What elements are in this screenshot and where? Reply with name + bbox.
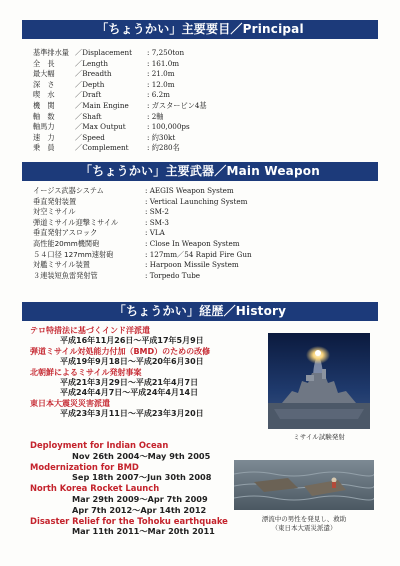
history-event-date: 平成23年3月11日～平成23年3月20日 [60, 409, 204, 419]
spec-value: : 21.0m [147, 69, 175, 79]
spec-value: : 100,000ps [147, 122, 190, 132]
spec-row [33, 59, 373, 70]
history-japanese [30, 326, 255, 420]
spec-label-ja: 喫 水 [33, 90, 55, 100]
weapon-row [33, 260, 373, 271]
weapon-value: : AEGIS Weapon System [145, 186, 234, 195]
rescue-caption-line-2: （東日本大震災派遣） [271, 524, 337, 532]
spec-row [33, 48, 373, 59]
history-event-date: Sep 18th 2007～Jun 30th 2008 [72, 472, 212, 483]
spec-label-en: ／Max Output [75, 122, 126, 132]
weapon-value: : SM-2 [145, 207, 169, 217]
history-event-date: Mar 29th 2009～Apr 7th 2009 [72, 493, 208, 504]
weapon-row [33, 271, 373, 282]
weapon-row [33, 186, 373, 197]
weapon-value: : 127mm／54 Rapid Fire Gun [145, 249, 252, 259]
rescue-caption-line-1: 漂流中の男性を発見し、救助 [261, 515, 347, 523]
principal-section-title: 「ちょうかい」主要要目／Principal [22, 20, 378, 39]
spec-label-ja: 深 さ [33, 79, 55, 89]
history-event-date: Apr 7th 2012～Apr 14th 2012 [72, 504, 207, 515]
weapon-value: : Close In Weapon System [145, 238, 240, 248]
spec-label-en: ／Shaft [75, 111, 102, 121]
spec-row [33, 112, 373, 123]
weapon-label-ja: 対空ミサイル [33, 207, 76, 217]
spec-label-ja: 基準排水量 [33, 48, 69, 57]
weapon-section-title: 「ちょうかい」主要武器／Main Weapon [22, 162, 378, 181]
weapon-label-ja: 垂直発射アスロック [33, 228, 98, 238]
weapon-row [33, 228, 373, 239]
spec-row [33, 80, 373, 91]
weapon-value: : VLA [145, 228, 165, 238]
spec-value: : 161.0m [147, 58, 180, 68]
spec-value: : 7,250ton [147, 48, 185, 57]
spec-value: : 約30kt [147, 132, 176, 142]
spec-row [33, 101, 373, 112]
spec-value: : 12.0m [147, 79, 175, 89]
weapon-value: : Vertical Launching System [145, 196, 248, 206]
spec-label-en: ／Speed [75, 132, 105, 142]
weapon-label-ja: 弾道ミサイル迎撃ミサイル [33, 217, 119, 227]
spec-label-ja: 速 力 [33, 132, 55, 142]
history-event-title: North Korea Rocket Launch [30, 483, 160, 494]
spec-label-en: ／Breadth [75, 69, 112, 79]
history-event-date: 平成24年4月7日～平成24年4月14日 [60, 388, 199, 398]
missile-launch-photo [268, 333, 370, 429]
history-event-title: Disaster Relief for the Tohoku earthquake [30, 515, 228, 526]
spec-row [33, 69, 373, 80]
spec-label-ja: 機 関 [33, 100, 55, 110]
rescue-photo-caption [234, 515, 374, 533]
weapon-table [33, 186, 373, 281]
history-event-date: 平成16年11月26日～平成17年5月9日 [60, 336, 204, 346]
history-event-date: 平成21年3月29日～平成21年4月7日 [60, 378, 199, 388]
spec-row [33, 143, 373, 154]
spec-label-ja: 全 長 [33, 58, 55, 68]
weapon-row [33, 239, 373, 250]
history-event-date: Nov 26th 2004～May 9th 2005 [72, 450, 211, 461]
history-event-title: テロ特措法に基づくインド洋派遣 [30, 326, 150, 335]
spec-value: : 2軸 [147, 111, 164, 121]
weapon-row [33, 250, 373, 261]
spec-row [33, 90, 373, 101]
weapon-row [33, 197, 373, 208]
spec-value: : 6.2m [147, 90, 170, 100]
history-section-title: 「ちょうかい」経歴／History [22, 302, 378, 321]
weapon-value: : SM-3 [145, 217, 169, 227]
spec-value: : ガスタービン4基 [147, 100, 207, 110]
history-event-title: Modernization for BMD [30, 461, 139, 472]
spec-label-en: ／Depth [75, 79, 105, 89]
spec-label-ja: 乗 員 [33, 143, 55, 153]
rescue-photo [234, 460, 374, 510]
history-event-date: 平成19年9月18日～平成20年6月30日 [60, 357, 204, 367]
spec-label-ja: 最大幅 [33, 69, 55, 79]
spec-row [33, 122, 373, 133]
history-event-date: Mar 11th 2011～Mar 20th 2011 [72, 526, 215, 537]
spec-label-en: ／Main Engine [75, 100, 129, 110]
weapon-label-ja: 高性能20mm機関砲 [33, 238, 100, 248]
weapon-label-ja: 対艦ミサイル装置 [33, 260, 90, 270]
principal-table [33, 48, 373, 154]
history-event-title: 東日本大震災災害派遣 [30, 398, 110, 408]
weapon-label-ja: イージス武器システム [33, 186, 104, 195]
weapon-label-ja: ５４口径 127mm速射砲 [33, 249, 114, 259]
spec-label-ja: 軸 数 [33, 111, 55, 121]
weapon-label-ja: ３連装短魚雷発射管 [33, 270, 98, 280]
spec-value: : 約280名 [147, 143, 180, 153]
weapon-value: : Torpedo Tube [145, 270, 201, 280]
spec-row [33, 133, 373, 144]
weapon-label-ja: 垂直発射装置 [33, 196, 77, 206]
weapon-value: : Harpoon Missile System [145, 260, 239, 270]
history-event-title: 弾道ミサイル対処能力付加（BMD）のための改修 [30, 346, 211, 356]
spec-label-en: ／Displacement [75, 48, 132, 57]
spec-label-ja: 軸馬力 [33, 122, 55, 132]
missile-photo-caption: ミサイル試験発射 [293, 433, 345, 441]
weapon-row [33, 218, 373, 229]
spec-label-en: ／Draft [75, 90, 102, 100]
weapon-row [33, 207, 373, 218]
history-event-title: 北朝鮮によるミサイル発射事案 [30, 367, 142, 377]
history-event-title: Deployment for Indian Ocean [30, 440, 169, 450]
spec-label-en: ／Length [75, 58, 108, 68]
spec-label-en: ／Complement [75, 143, 129, 153]
